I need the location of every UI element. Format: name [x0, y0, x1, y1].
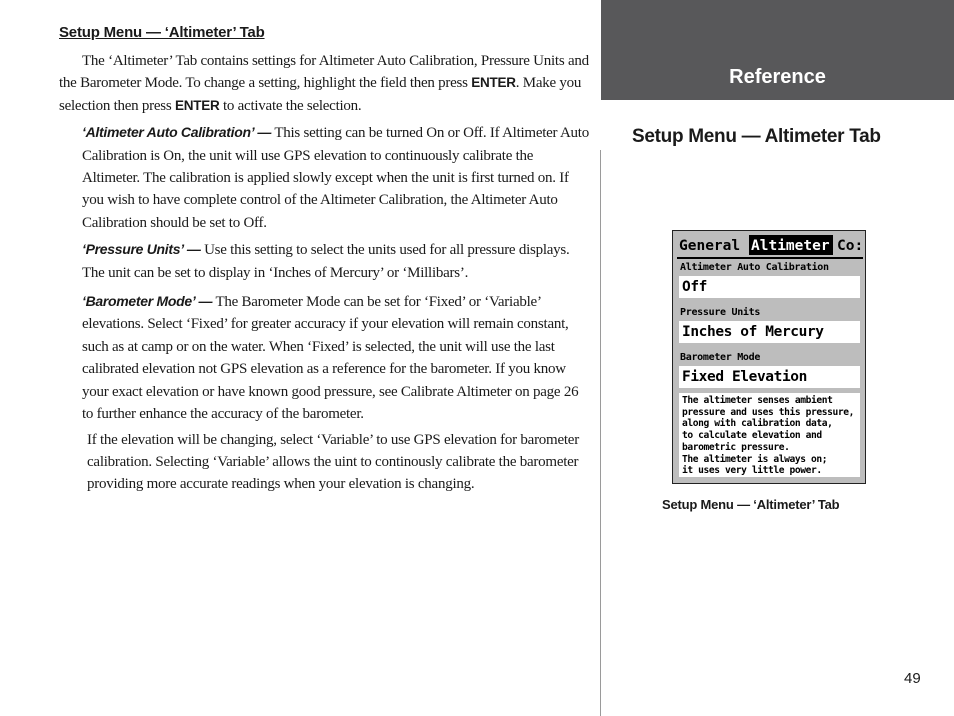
- device-tab-general: General: [679, 238, 741, 254]
- device-tab-co: Co:: [837, 238, 864, 254]
- intro-text-1: The ‘Altimeter’ Tab contains settings for Altimeter Auto Calibration, Pressure Units and the Barometer Mode. To change a setting, highlight the field then press: [59, 53, 589, 92]
- auto-calibration-paragraph: [82, 121, 589, 234]
- device-baro-label: Barometer Mode: [680, 352, 761, 363]
- device-tab-underline: [677, 257, 863, 259]
- barometer-mode-paragraph: [82, 290, 589, 425]
- barometer-mode-term: ‘Barometer Mode’ —: [82, 293, 213, 310]
- figure-caption: Setup Menu — ‘Altimeter’ Tab: [662, 497, 840, 512]
- device-screenshot: [672, 230, 866, 484]
- device-auto-cal-field: Off: [679, 276, 860, 298]
- device-baro-field: Fixed Elevation: [679, 366, 860, 388]
- device-pressure-field: Inches of Mercury: [679, 321, 860, 343]
- reference-tab-header: [601, 0, 954, 100]
- intro-text-3: to activate the selection.: [219, 97, 362, 114]
- left-column: [59, 24, 589, 496]
- enter-key-2: ENTER: [174, 97, 220, 113]
- device-tab-bar: [677, 235, 863, 255]
- enter-key-1: ENTER: [471, 75, 516, 91]
- device-auto-cal-label: Altimeter Auto Calibration: [680, 262, 829, 273]
- column-divider: [600, 150, 601, 716]
- intro-text-2: . Make you selection then press: [59, 75, 582, 114]
- device-tab-altimeter: Altimeter: [749, 235, 833, 255]
- section-heading: Setup Menu — ‘Altimeter’ Tab: [59, 24, 265, 41]
- pressure-units-paragraph: [82, 238, 589, 284]
- page-number: 49: [904, 670, 921, 687]
- pressure-units-text: Use this setting to select the units used for all pressure displays. The unit can be set to display in ‘Inches of Mercury’ or ‘Millibars’.: [82, 242, 570, 281]
- pressure-units-term: ‘Pressure Units’ —: [82, 241, 201, 258]
- auto-calibration-text: This setting can be turned On or Off. If Altimeter Auto Calibration is On, the unit will use GPS elevation to continuously calibrate the Altimeter. The calibration is applied slowly except when the unit is first turned on. If you wish to have complete control of the Altimeter Calibration, the Altimeter Auto Calibration should be set to Off.: [82, 125, 589, 231]
- auto-calibration-term: ‘Altimeter Auto Calibration’ —: [82, 124, 272, 141]
- intro-paragraph: [59, 50, 589, 117]
- barometer-mode-text: The Barometer Mode can be set for ‘Fixed’ or ‘Variable’ elevations. Select ‘Fixed’ for greater accuracy if your elevation will remain constant, such as at camp or on the water. When ‘Fixed’ is selected, the unit will use the last calibrated elevation not GPS elevation as a reference for the barometer. If you know your exact elevation or have known good pressure, see Calibrate Altimeter on page 26 to further enhance the accuracy of the barometer.: [82, 294, 579, 423]
- right-section-title: Setup Menu — Altimeter Tab: [632, 126, 881, 147]
- device-pressure-label: Pressure Units: [680, 307, 761, 318]
- device-description: The altimeter senses ambient pressure and uses this pressure, along with calibration data, to calculate elevation and barometric pressure. The altimeter is always on; it uses very little power.: [679, 393, 860, 477]
- reference-tab-title: Reference: [729, 66, 826, 88]
- variable-paragraph: If the elevation will be changing, select ‘Variable’ to use GPS elevation for barometer calibration. Selecting ‘Variable’ allows the uint to continously calibrate the barometer providing more accurate readings when your elevation is changing.: [87, 431, 579, 493]
